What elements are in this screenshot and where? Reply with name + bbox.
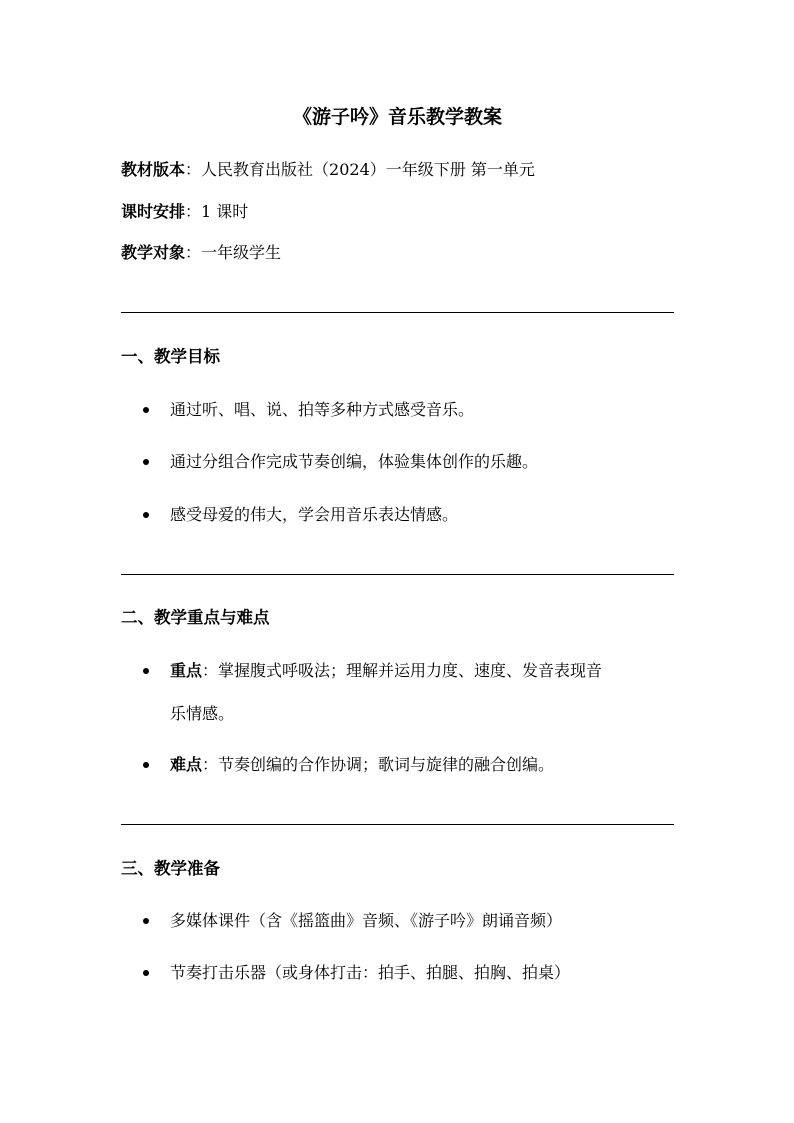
section-heading-objectives: 一、教学目标 — [121, 347, 220, 366]
list-item-text: 感受母爱的伟大，学会用音乐表达情感。 — [170, 505, 459, 524]
bullet-icon — [143, 459, 149, 465]
horizontal-divider — [121, 824, 674, 825]
bullet-icon — [143, 407, 149, 413]
meta-label: 教材版本 — [121, 160, 186, 179]
meta-label: 课时安排 — [121, 202, 186, 221]
section-heading-preparation: 三、教学准备 — [121, 859, 220, 878]
bullet-icon — [143, 918, 149, 924]
meta-separator: ： — [185, 202, 202, 221]
list-item-label: 难点 — [170, 755, 203, 774]
meta-separator: ： — [185, 160, 202, 179]
list-item-separator: ： — [202, 755, 219, 774]
document-title: 《游子吟》音乐教学教案 — [292, 106, 502, 128]
list-item-line: 掌握腹式呼吸法；理解并运用力度、速度、发音表现音 — [218, 661, 603, 680]
list-item-text: 节奏打击乐器（或身体打击：拍手、拍腿、拍胸、拍桌） — [170, 963, 571, 982]
list-item-line: 乐情感。 — [170, 704, 235, 723]
list-item-text — [170, 659, 677, 683]
meta-class-hours — [121, 200, 248, 224]
list-item-text: 通过听、唱、说、拍等多种方式感受音乐。 — [170, 400, 475, 419]
meta-value: 1 课时 — [201, 202, 249, 221]
meta-textbook-version — [121, 158, 535, 182]
horizontal-divider — [121, 312, 674, 313]
bullet-icon — [143, 762, 149, 768]
bullet-icon — [143, 668, 149, 674]
meta-value: 一年级学生 — [201, 243, 282, 262]
bullet-icon — [143, 970, 149, 976]
meta-separator: ： — [185, 243, 202, 262]
meta-label: 教学对象 — [121, 243, 186, 262]
meta-target-audience — [121, 241, 281, 265]
list-item-text: 通过分组合作完成节奏创编，体验集体创作的乐趣。 — [170, 452, 539, 471]
list-item-separator: ： — [202, 661, 219, 680]
list-item-text — [170, 753, 677, 777]
meta-value: 人民教育出版社（2024）一年级下册 第一单元 — [201, 160, 535, 179]
section-heading-key-points: 二、教学重点与难点 — [121, 608, 270, 627]
horizontal-divider — [121, 574, 674, 575]
list-item-text: 多媒体课件（含《摇篮曲》音频、《游子吟》朗诵音频） — [170, 911, 563, 930]
list-item-label: 重点 — [170, 661, 203, 680]
list-item-line: 节奏创编的合作协调；歌词与旋律的融合创编。 — [218, 755, 555, 774]
bullet-icon — [143, 512, 149, 518]
